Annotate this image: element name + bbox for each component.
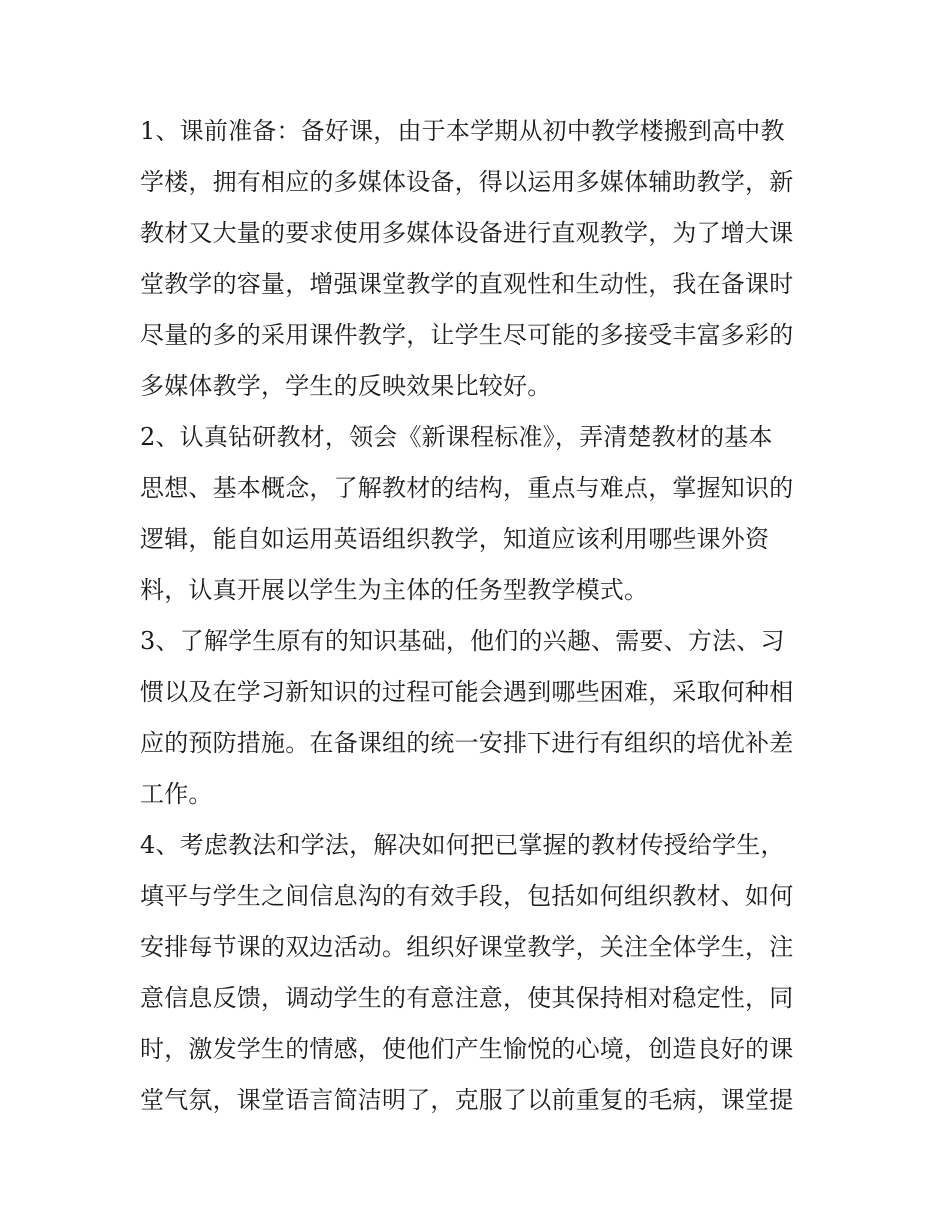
text-line: 逻辑，能自如运用英语组织教学，知道应该利用哪些课外资 (140, 525, 770, 553)
text-line: 应的预防措施。在备课组的统一安排下进行有组织的培优补差 (140, 729, 794, 757)
text-line: 多媒体教学，学生的反映效果比较好。 (140, 372, 552, 400)
text-line: 意信息反馈，调动学生的有意注意，使其保持相对稳定性，同 (140, 984, 794, 1012)
text-line: 料，认真开展以学生为主体的任务型教学模式。 (140, 576, 649, 604)
text-line: 填平与学生之间信息沟的有效手段，包括如何组织教材、如何 (140, 882, 794, 910)
text-line: 惯以及在学习新知识的过程可能会遇到哪些困难，采取何种相 (140, 678, 794, 706)
text-line: 工作。 (140, 780, 213, 808)
text-line: 安排每节课的双边活动。组织好课堂教学，关注全体学生，注 (140, 933, 794, 961)
body-text (140, 106, 820, 1126)
text-line: 4、考虑教法和学法，解决如何把已掌握的教材传授给学生， (140, 831, 785, 859)
text-line: 堂气氛，课堂语言简洁明了，克服了以前重复的毛病，课堂提 (140, 1086, 794, 1114)
text-line: 尽量的多的采用课件教学，让学生尽可能的多接受丰富多彩的 (140, 321, 794, 349)
text-line: 3、了解学生原有的知识基础，他们的兴趣、需要、方法、习 (140, 627, 785, 655)
text-line: 思想、基本概念，了解教材的结构，重点与难点，掌握知识的 (140, 474, 794, 502)
text-line: 1、课前准备：备好课，由于本学期从初中教学楼搬到高中教 (140, 117, 785, 145)
text-line: 教材又大量的要求使用多媒体设备进行直观教学，为了增大课 (140, 219, 794, 247)
text-line: 时，激发学生的情感，使他们产生愉悦的心境，创造良好的课 (140, 1035, 794, 1063)
text-line: 堂教学的容量，增强课堂教学的直观性和生动性，我在备课时 (140, 270, 794, 298)
text-line: 学楼，拥有相应的多媒体设备，得以运用多媒体辅助教学，新 (140, 168, 794, 196)
text-line: 2、认真钻研教材，领会《新课程标准》，弄清楚教材的基本 (140, 423, 773, 451)
